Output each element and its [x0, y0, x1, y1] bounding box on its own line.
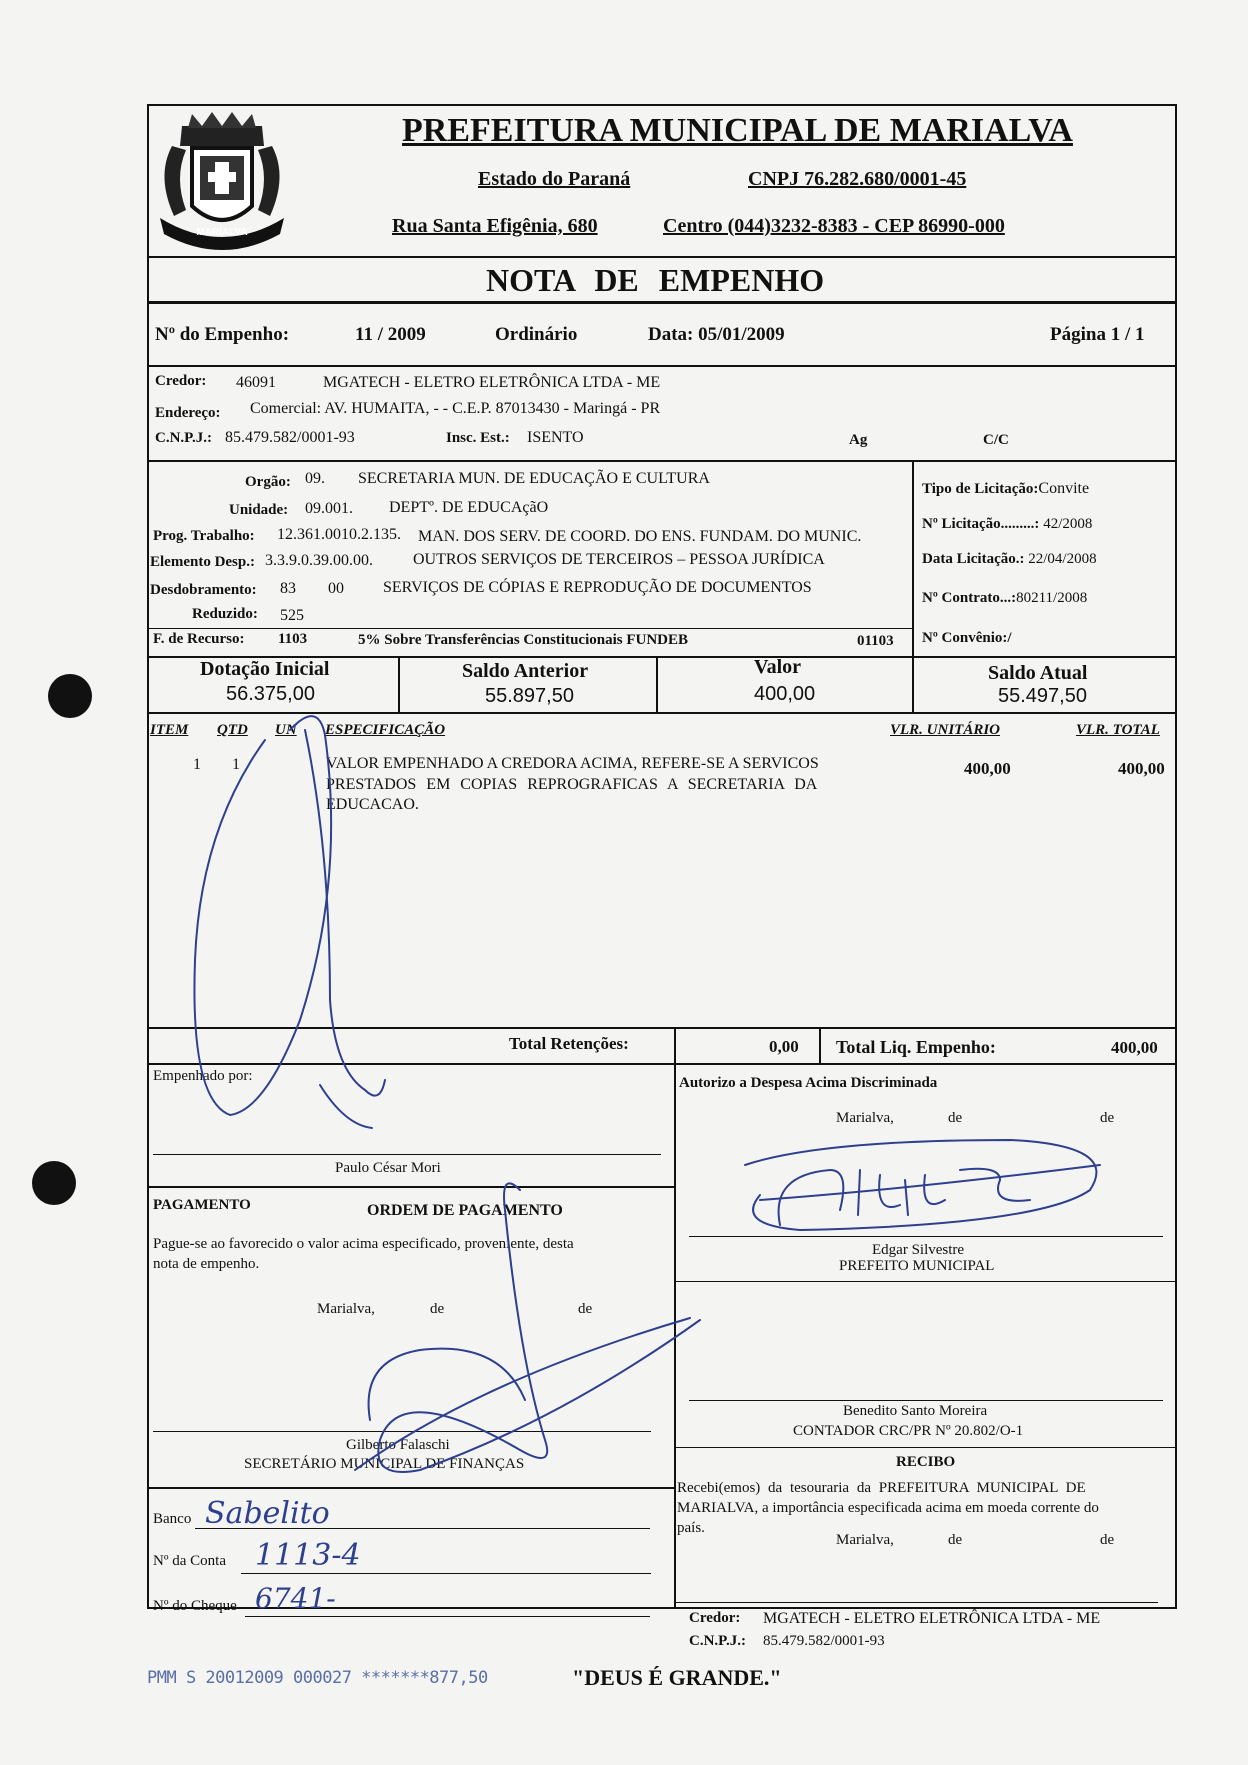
prog-label: Prog. Trabalho: — [153, 528, 255, 544]
autorizo-de-2: de — [1100, 1110, 1115, 1126]
convenio-label: Nº Convênio:/ — [922, 630, 1012, 646]
recibo-text-3: país. — [677, 1520, 705, 1536]
autorizo-label: Autorizo a Despesa Acima Discriminada — [679, 1075, 938, 1091]
insc-value: ISENTO — [527, 429, 584, 446]
licitacao-date-value: 22/04/2008 — [1028, 551, 1097, 567]
col-total-value: VLR. TOTAL — [1076, 722, 1160, 738]
footer-motto: "DEUS É GRANDE." — [572, 1665, 782, 1690]
total-liquido-label: Total Liq. Empenho: — [836, 1037, 996, 1057]
row-spec-line2: PRESTADOS EM COPIAS REPROGRAFICAS A SECRETARIA DA — [326, 776, 818, 793]
endereco-label: Endereço: — [155, 405, 221, 421]
fonte-value: 1103 — [278, 631, 308, 647]
valor-label: Valor — [754, 656, 802, 678]
licitacao-type-value: Convite — [1038, 480, 1090, 497]
licitacao-number-label: Nº Licitação.........: 42/2008 — [922, 516, 1093, 532]
ordem-pagamento-label: ORDEM DE PAGAMENTO — [367, 1202, 563, 1219]
row-total-value: 400,00 — [1118, 759, 1165, 778]
col-un: UN — [275, 722, 297, 738]
row-spec-line3: EDUCACAO. — [326, 796, 419, 813]
col-spec: ESPECIFICAÇÃO — [325, 722, 446, 738]
dotacao-label: Dotação Inicial — [200, 658, 330, 680]
col-qtd: QTD — [217, 722, 248, 738]
empenho-number: 11 / 2009 — [355, 324, 426, 345]
empenho-type: Ordinário — [495, 324, 578, 345]
recibo-text-1: Recebi(emos) da tesouraria da PREFEITURA MUNICIPAL DE — [677, 1480, 1086, 1496]
ag-label: Ag — [849, 432, 868, 448]
row-spec-line1: VALOR EMPENHADO A CREDORA ACIMA, REFERE-SE A SERVICOS — [326, 755, 819, 772]
elemento-value: 3.3.9.0.39.00.00. — [265, 552, 373, 569]
cnpj-label: C.N.P.J.: — [155, 430, 212, 446]
licitacao-type-label: Tipo de Licitação:Convite — [922, 480, 1090, 497]
total-liquido-value: 400,00 — [1111, 1038, 1158, 1057]
elemento-label: Elemento Desp.: — [150, 554, 255, 570]
fonte-desc: 5% Sobre Transferências Constitucionais FUNDEB — [358, 632, 689, 648]
autorizo-de-1: de — [948, 1110, 963, 1126]
empenhado-label: Empenhado por: — [153, 1068, 253, 1084]
recibo-credor-value: MGATECH - ELETRO ELETRÔNICA LTDA - ME — [763, 1610, 1101, 1627]
contrato-value: 80211/2008 — [1016, 590, 1088, 606]
prefeito-role: PREFEITO MUNICIPAL — [839, 1258, 995, 1274]
contador-role: CONTADOR CRC/PR Nº 20.802/O-1 — [793, 1423, 1024, 1439]
saldo-atual-value: 55.497,50 — [998, 685, 1087, 707]
col-item: ITEM — [150, 722, 189, 738]
licitacao-number-value: 42/2008 — [1043, 516, 1093, 532]
autorizo-city: Marialva, — [836, 1110, 894, 1126]
conta-value: 1113-4 — [255, 1538, 361, 1573]
elemento-desc: OUTROS SERVIÇOS DE TERCEIROS – PESSOA JURÍDICA — [413, 551, 825, 568]
header-address: Rua Santa Efigênia, 680 — [392, 215, 598, 237]
prog-desc: MAN. DOS SERV. DE COORD. DO ENS. FUNDAM. DO MUNIC. — [418, 528, 862, 545]
orgao-desc: SECRETARIA MUN. DE EDUCAÇÃO E CULTURA — [358, 470, 710, 487]
recibo-city: Marialva, — [836, 1532, 894, 1548]
empenho-label: Nº do Empenho: — [155, 324, 290, 345]
banco-label: Banco — [153, 1511, 192, 1527]
secretario-role: SECRETÁRIO MUNICIPAL DE FINANÇAS — [244, 1456, 525, 1472]
pagamento-label: PAGAMENTO — [153, 1197, 251, 1213]
licitacao-date-label: Data Licitação.: 22/04/2008 — [922, 551, 1097, 567]
document-title: NOTA DE EMPENHO — [486, 262, 825, 298]
desdobramento-label: Desdobramento: — [150, 582, 257, 598]
recibo-de-1: de — [948, 1532, 963, 1548]
cheque-value: 6741- — [255, 1582, 336, 1615]
svg-text:MARIALVA: MARIALVA — [196, 227, 248, 238]
pagamento-de-1: de — [430, 1301, 445, 1317]
fonte-code: 01103 — [857, 633, 894, 649]
secretario-name: Gilberto Falaschi — [346, 1437, 450, 1453]
col-unit-value: VLR. UNITÁRIO — [890, 722, 1001, 738]
total-retencoes-label: Total Retenções: — [509, 1034, 629, 1053]
row-unit-value: 400,00 — [964, 759, 1011, 778]
credor-name: MGATECH - ELETRO ELETRÔNICA LTDA - ME — [323, 374, 661, 391]
unidade-label: Unidade: — [229, 502, 289, 518]
prog-value: 12.361.0010.2.135. — [277, 526, 401, 543]
row-qtd: 1 — [232, 756, 240, 773]
reduzido-value: 525 — [280, 607, 304, 624]
conta-label: Nº da Conta — [153, 1553, 226, 1569]
prefeito-name: Edgar Silvestre — [872, 1242, 965, 1258]
recibo-cnpj-value: 85.479.582/0001-93 — [763, 1633, 885, 1649]
dotacao-value: 56.375,00 — [226, 683, 315, 705]
credor-label: Credor: — [155, 373, 207, 389]
cheque-label: Nº do Cheque — [153, 1598, 237, 1614]
row-item: 1 — [193, 756, 201, 773]
desdobramento-desc: SERVIÇOS DE CÓPIAS E REPRODUÇÃO DE DOCUMENTOS — [383, 579, 812, 596]
cc-label: C/C — [983, 432, 1009, 448]
empenhado-name: Paulo César Mori — [335, 1160, 441, 1176]
desdobramento-value: 83 — [280, 580, 296, 597]
header-cnpj: CNPJ 76.282.680/0001-45 — [748, 168, 967, 190]
insc-label: Insc. Est.: — [446, 430, 510, 446]
recibo-credor-label: Credor: — [689, 1610, 741, 1626]
empenho-date: Data: 05/01/2009 — [648, 324, 785, 345]
valor-value: 400,00 — [754, 683, 816, 705]
pagamento-text-2: nota de empenho. — [153, 1256, 260, 1272]
page-number: Página 1 / 1 — [1050, 324, 1145, 345]
saldo-anterior-value: 55.897,50 — [485, 685, 574, 707]
recibo-title: RECIBO — [896, 1454, 956, 1470]
payment-stamp: PMM S 20012009 000027 *******877,50 — [147, 1668, 488, 1688]
contrato-label: Nº Contrato...:80211/2008 — [922, 590, 1088, 606]
desdobramento-value2: 00 — [328, 580, 344, 597]
pagamento-city: Marialva, — [317, 1301, 375, 1317]
municipality-title: PREFEITURA MUNICIPAL DE MARIALVA — [402, 112, 1073, 149]
reduzido-label: Reduzido: — [192, 606, 258, 622]
orgao-label: Orgão: — [245, 474, 291, 490]
pagamento-de-2: de — [578, 1301, 593, 1317]
banco-value: Sabelito — [205, 1496, 330, 1531]
total-retencoes-value: 0,00 — [769, 1037, 799, 1056]
orgao-value: 09. — [305, 470, 325, 487]
saldo-anterior-label: Saldo Anterior — [462, 660, 589, 682]
state-name: Estado do Paraná — [478, 168, 631, 190]
recibo-text-2: MARIALVA, a importância especificada acima em moeda corrente do — [677, 1500, 1099, 1516]
recibo-cnpj-label: C.N.P.J.: — [689, 1633, 746, 1649]
unidade-desc: DEPTº. DE EDUCAçãO — [389, 499, 549, 516]
saldo-atual-label: Saldo Atual — [988, 662, 1088, 684]
cnpj-value: 85.479.582/0001-93 — [225, 429, 355, 446]
fonte-label: F. de Recurso: — [153, 631, 245, 647]
pagamento-text-1: Pague-se ao favorecido o valor acima especificado, proveniente, desta — [153, 1236, 574, 1252]
unidade-value: 09.001. — [305, 500, 353, 517]
recibo-de-2: de — [1100, 1532, 1115, 1548]
contador-name: Benedito Santo Moreira — [843, 1403, 988, 1419]
endereco-value: Comercial: AV. HUMAITA, - - C.E.P. 87013430 - Maringá - PR — [250, 400, 661, 417]
header-district-phone: Centro (044)3232-8383 - CEP 86990-000 — [663, 215, 1005, 237]
credor-code: 46091 — [236, 374, 276, 391]
